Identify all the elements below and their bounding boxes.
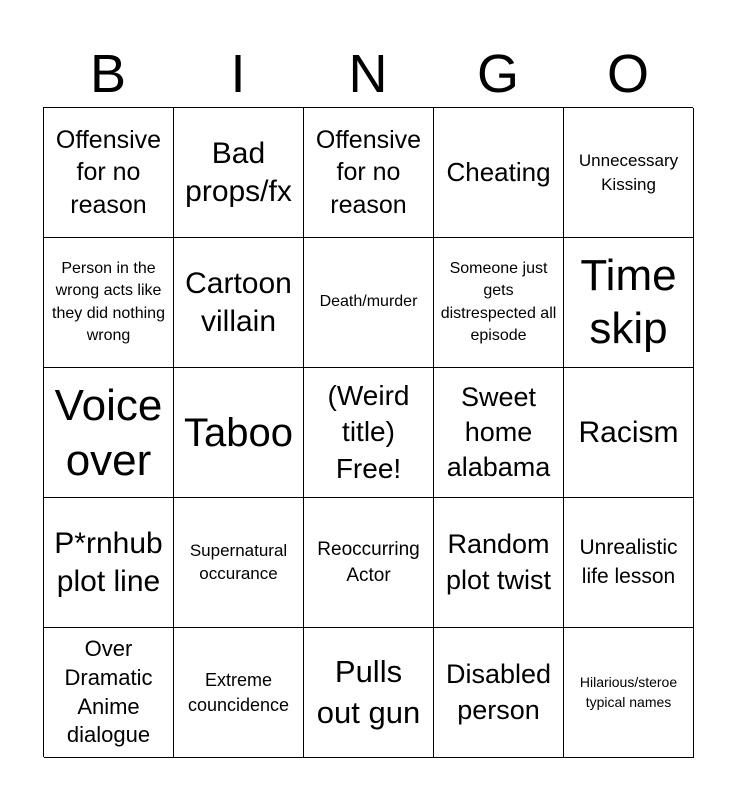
header-letter-n: N	[348, 44, 388, 104]
header-letter-b: B	[89, 44, 127, 104]
bingo-cell[interactable]: Unrealistic life lesson	[564, 498, 694, 628]
bingo-cell[interactable]: Reoccurring Actor	[304, 498, 434, 628]
bingo-cell[interactable]: Sweet home alabama	[434, 368, 564, 498]
bingo-cell[interactable]: P*rnhub plot line	[44, 498, 174, 628]
bingo-cell[interactable]: Taboo	[174, 368, 304, 498]
bingo-cell[interactable]: Over Dramatic Anime dialogue	[44, 628, 174, 758]
bingo-cell[interactable]: Supernatural occurance	[174, 498, 304, 628]
header-letter-o: O	[606, 44, 649, 104]
header-letter-i: I	[230, 44, 246, 104]
bingo-cell[interactable]: Someone just gets distrespected all episode	[434, 238, 564, 368]
bingo-cell-free[interactable]: (Weird title) Free!	[304, 368, 434, 498]
bingo-cell[interactable]: Hilarious/steroe typical names	[564, 628, 694, 758]
bingo-cell[interactable]: Racism	[564, 368, 694, 498]
bingo-cell[interactable]: Cheating	[434, 108, 564, 238]
bingo-cell[interactable]: Time skip	[564, 238, 694, 368]
bingo-cell[interactable]: Bad props/fx	[174, 108, 304, 238]
bingo-cell[interactable]: Voice over	[44, 368, 174, 498]
bingo-cell[interactable]: Person in the wrong acts like they did nothing wrong	[44, 238, 174, 368]
bingo-cell[interactable]: Death/murder	[304, 238, 434, 368]
header-letter-g: G	[476, 44, 519, 104]
bingo-cell[interactable]: Unnecessary Kissing	[564, 108, 694, 238]
bingo-header	[43, 40, 693, 108]
bingo-cell[interactable]: Extreme councidence	[174, 628, 304, 758]
bingo-cell[interactable]: Offensive for no reason	[304, 108, 434, 238]
bingo-cell[interactable]: Disabled person	[434, 628, 564, 758]
bingo-cell[interactable]: Cartoon villain	[174, 238, 304, 368]
bingo-cell[interactable]: Offensive for no reason	[44, 108, 174, 238]
bingo-board	[43, 107, 693, 757]
bingo-cell[interactable]: Random plot twist	[434, 498, 564, 628]
bingo-cell[interactable]: Pulls out gun	[304, 628, 434, 758]
